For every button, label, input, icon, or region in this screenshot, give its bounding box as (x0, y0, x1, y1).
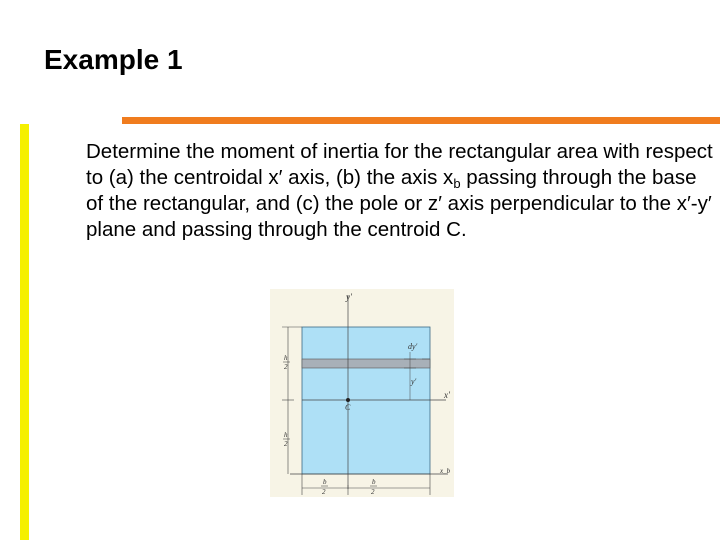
h-half-top-num: h (284, 354, 288, 362)
centroid-point (346, 398, 350, 402)
h-half-top-den: 2 (284, 363, 288, 371)
rectangle-figure (270, 289, 454, 497)
slide-title: Example 1 (44, 44, 183, 75)
xb-axis-label: x_b (440, 467, 451, 475)
y-prime-axis-label: y′ (346, 292, 352, 302)
centroid-label: C (345, 403, 351, 412)
y-distance-label: y′ (411, 377, 417, 386)
b-half-left-num: b (323, 478, 327, 486)
problem-text-part1: Determine the moment of inertia for the rectangular area with respect to (a) the centroidal x′ axis, (b) the axis x (86, 140, 713, 189)
problem-text-part2: passing through the base of the rectangular, and (c) the pole or z′ axis perpendicular to the x′-y′ plane and passing through the centroid C. (86, 166, 712, 241)
b-half-right-num: b (372, 478, 376, 486)
problem-subscript: b (453, 176, 461, 191)
differential-strip (302, 359, 430, 368)
b-half-right-den: 2 (371, 488, 375, 496)
problem-statement (86, 139, 716, 243)
left-accent-bar (20, 124, 29, 540)
x-prime-axis-label: x′ (444, 390, 450, 400)
dy-label: dy′ (408, 342, 418, 351)
h-half-bottom-num: h (284, 431, 288, 439)
rectangle-diagram (270, 289, 454, 497)
h-half-bottom-den: 2 (284, 440, 288, 448)
title-underline-bar (122, 117, 720, 124)
b-half-left-den: 2 (322, 488, 326, 496)
